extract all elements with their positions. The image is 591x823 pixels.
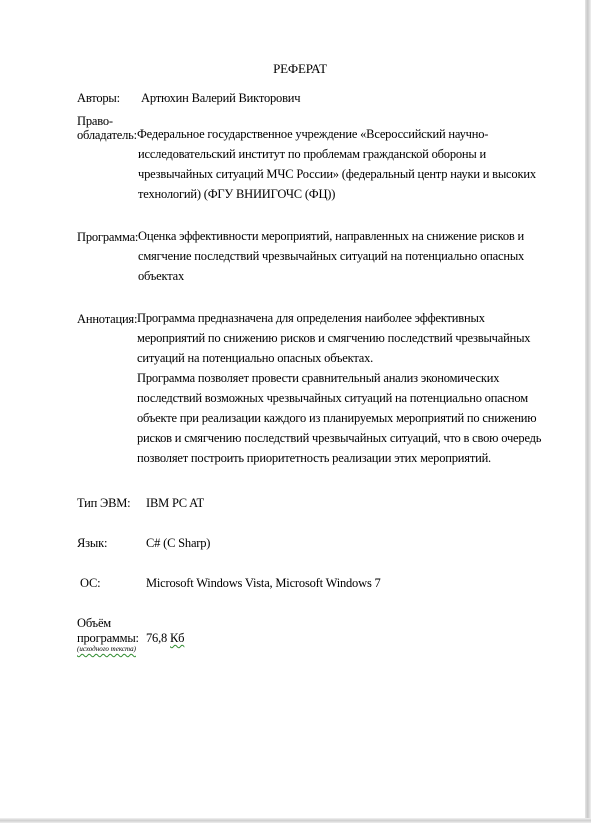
os-label: ОС: [80,576,101,590]
annotation-label: Аннотация: [77,312,138,326]
annotation-line: рисков и смягчению последствий чрезвычайных ситуаций, что в свою очередь [137,431,542,445]
size-value [146,631,184,646]
os-value: Microsoft Windows Vista, Microsoft Windows 7 [146,576,381,590]
program-line: объектах [138,269,185,283]
program-label: Программа: [77,230,139,244]
size-label-line1: Объём [77,616,111,630]
annotation-line: объекте при реализации каждого из планируемых мероприятий по снижению [137,411,537,425]
program-line: Оценка эффективности мероприятий, направленных на снижение рисков и [138,229,525,243]
size-label-line2: программы: [77,631,139,645]
program-line: смягчение последствий чрезвычайных ситуаций на потенциально опасных [138,249,525,263]
annotation-line: последствий возможных чрезвычайных ситуаций на потенциально опасном [137,391,528,405]
rightholder-line: чрезвычайных ситуаций МЧС России» (федеральный центр науки и высоких [138,167,536,181]
size-footnote: (исходного текста) [77,645,136,653]
page-edge-bottom [0,818,591,823]
annotation-line: позволяет построить приоритетность реализации этих мероприятий. [137,451,491,465]
annotation-line: Программа предназначена для определения наиболее эффективных [137,311,485,325]
authors-value: Артюхин Валерий Викторович [141,91,301,105]
rightholder-line: технологий) (ФГУ ВНИИГОЧС (ФЦ)) [138,187,336,201]
rightholder-label-line1: Право- [77,114,113,128]
size-number: 76,8 [146,631,171,645]
rightholder-label-line2: обладатель: [77,128,137,142]
rightholder-line: исследовательский институт по проблемам гражданской обороны и [138,147,487,161]
document-title: РЕФЕРАТ [273,61,327,76]
language-label: Язык: [77,536,108,550]
annotation-line: ситуаций на потенциально опасных объектах. [137,351,374,365]
rightholder-line: Федеральное государственное учреждение «Всероссийский научно- [137,127,489,141]
annotation-text [137,308,541,468]
rightholder-text [137,124,536,204]
annotation-line: Программа позволяет провести сравнительный анализ экономических [137,371,500,385]
computer-type-label: Тип ЭВМ: [77,496,131,510]
language-value: C# (C Sharp) [146,536,211,550]
size-unit: Кб [170,631,185,645]
program-text [138,226,524,286]
page-edge-right [585,0,591,823]
annotation-line: мероприятий по снижению рисков и смягчению последствий чрезвычайных [137,331,531,345]
computer-type-value: IBM PC AT [146,496,204,510]
authors-label: Авторы: [77,91,120,105]
